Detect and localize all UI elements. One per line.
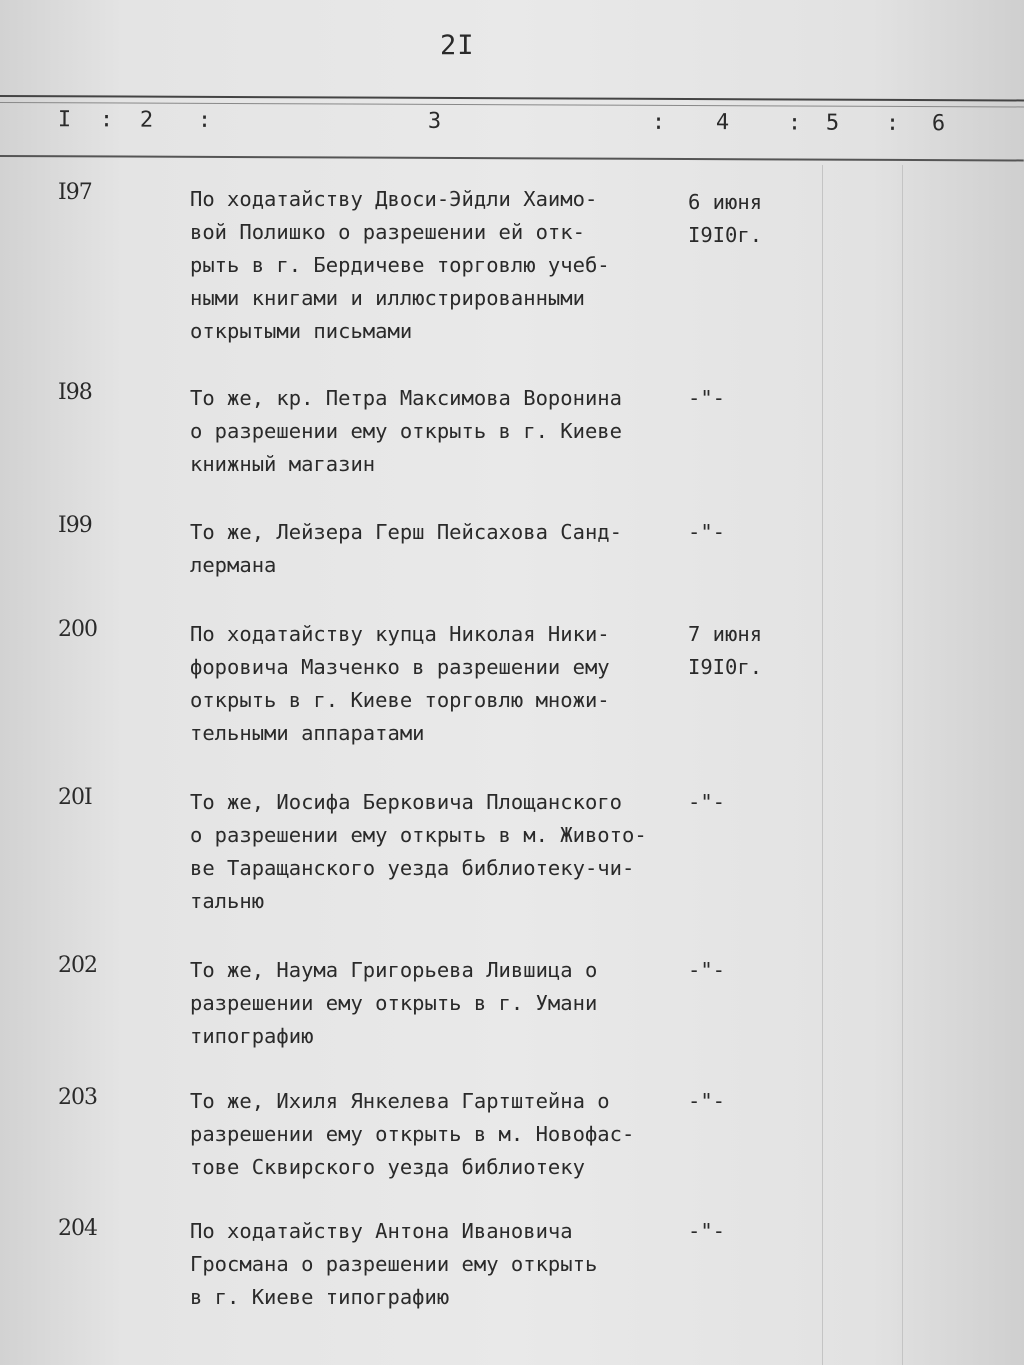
column-header-5: 5 <box>825 110 840 136</box>
entry-text: По ходатайству Антона Ивановича Гросмана о разрешении ему открыть в г. Киеве типографию <box>190 1219 598 1309</box>
column-header-1: I <box>57 107 72 133</box>
entry-number: 203 <box>58 1085 97 1110</box>
column-header-2: 2 <box>139 107 154 133</box>
column-separator: : <box>99 107 114 133</box>
page-number: 2I <box>440 30 475 61</box>
entry-date: -"- <box>688 958 726 982</box>
entry-text: То же, Наума Григорьева Лившица о разрешении ему открыть в г. Умани типографию <box>190 958 598 1048</box>
column-header-4: 4 <box>715 110 730 136</box>
entry-text: То же, Лейзера Герш Пейсахова Санд- лермана <box>190 520 622 577</box>
entry-date: -"- <box>688 520 726 544</box>
column-header-3: 3 <box>427 108 442 134</box>
entry-number: I99 <box>58 513 92 538</box>
column-separator: : <box>197 107 212 133</box>
column-separator: : <box>651 109 666 135</box>
column-divider <box>822 165 823 1365</box>
column-header-6: 6 <box>931 111 946 137</box>
entry-number: 202 <box>58 953 97 978</box>
entry-number: 200 <box>58 617 97 642</box>
entry-date: -"- <box>688 1219 726 1243</box>
entry-date: 7 июня I9I0г. <box>688 622 763 679</box>
entry-text: По ходатайству Двоси-Эйдли Хаимо- вой Полишко о разрешении ей отк- рыть в г. Бердичеве торговлю учеб- ными книгами и иллюстрированными открытыми письмами <box>190 187 610 343</box>
column-divider <box>902 165 903 1365</box>
column-header-row <box>0 95 1024 161</box>
entry-text: По ходатайству купца Николая Ники- форовича Мазченко в разрешении ему открыть в г. Киеве торговлю множи- тельными аппаратами <box>190 622 610 745</box>
entry-date: -"- <box>688 386 726 410</box>
entry-number: I98 <box>58 380 92 405</box>
entry-number: 204 <box>58 1216 97 1241</box>
entry-date: -"- <box>688 1089 726 1113</box>
entry-text: То же, Иосифа Берковича Площанского о разрешении ему открыть в м. Живото- ве Таращанского уезда библиотеку-чи- тальню <box>190 790 647 913</box>
column-separator: : <box>885 110 900 136</box>
entry-date: -"- <box>688 790 726 814</box>
entry-number: I97 <box>58 180 92 205</box>
entry-text: То же, кр. Петра Максимова Воронина о разрешении ему открыть в г. Киеве книжный магазин <box>190 386 622 476</box>
column-separator: : <box>787 110 802 136</box>
entry-date: 6 июня I9I0г. <box>688 190 763 247</box>
header-inner-rule <box>0 102 1024 107</box>
entry-text: То же, Ихиля Янкелева Гартштейна о разрешении ему открыть в м. Новофас- тове Сквирского уезда библиотеку <box>190 1089 635 1179</box>
entry-number: 20I <box>58 785 92 810</box>
